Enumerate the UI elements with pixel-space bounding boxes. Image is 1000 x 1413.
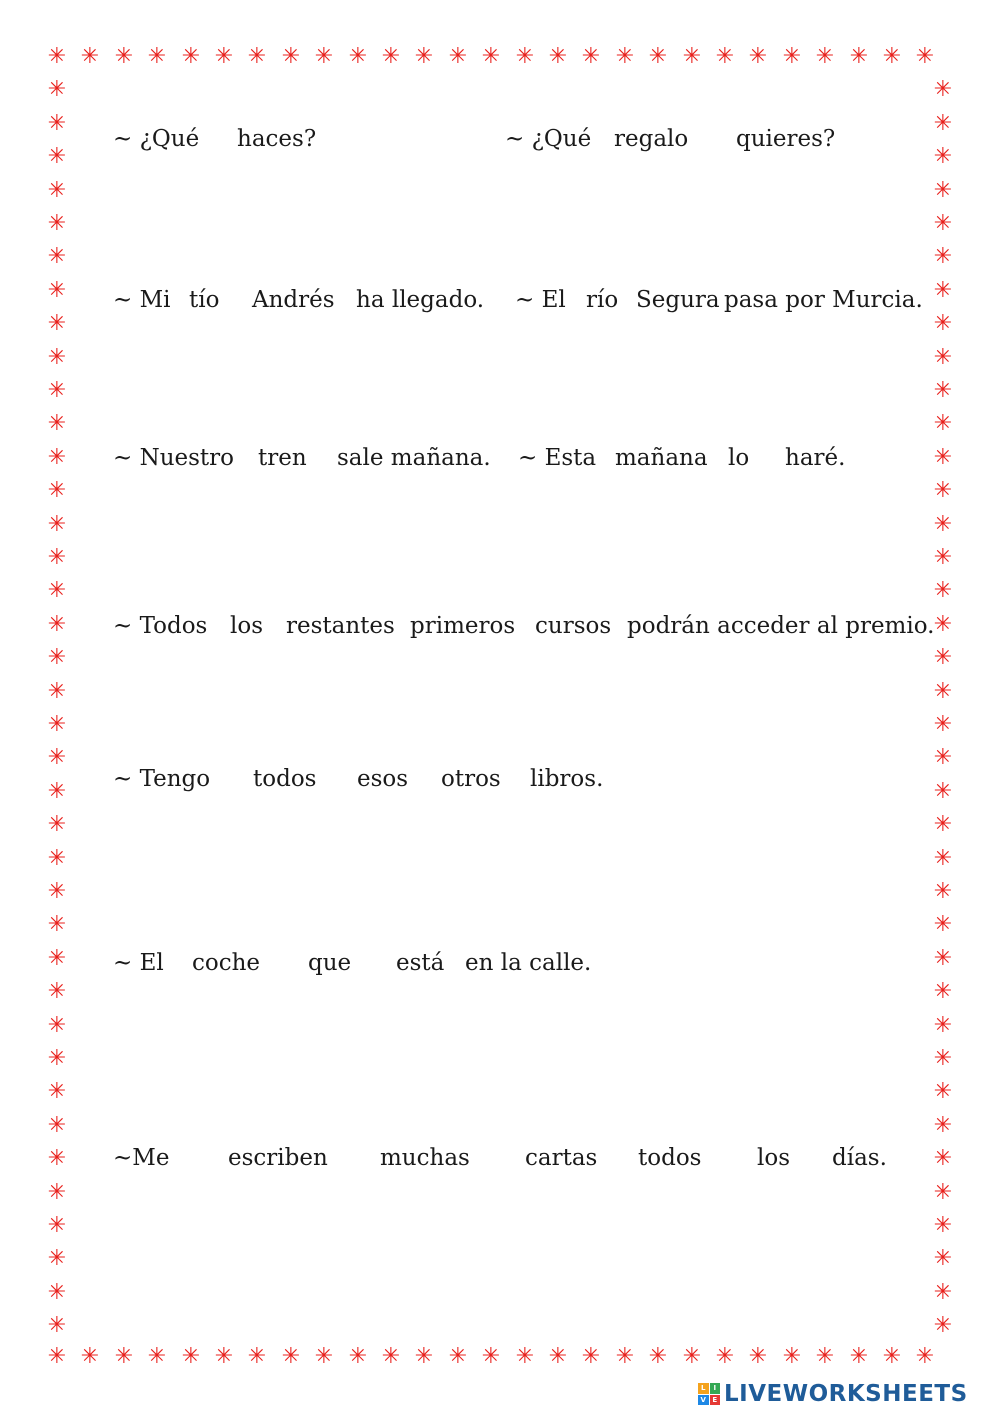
star-border-icon: ✳ (47, 1180, 67, 1205)
badge-letter: E (710, 1395, 721, 1406)
star-border-icon: ✳ (414, 44, 434, 69)
star-border-icon: ✳ (47, 478, 67, 503)
star-border-icon: ✳ (682, 44, 702, 69)
star-border-icon: ✳ (481, 1344, 501, 1369)
sentence-row (113, 285, 523, 315)
sentence-word[interactable]: ~ Mi (113, 287, 171, 313)
star-border-icon: ✳ (682, 1344, 702, 1369)
star-border-icon: ✳ (933, 779, 953, 804)
star-border-icon: ✳ (47, 679, 67, 704)
star-border-icon: ✳ (448, 1344, 468, 1369)
star-border-icon: ✳ (181, 44, 201, 69)
star-border-icon: ✳ (47, 144, 67, 169)
star-border-icon: ✳ (247, 44, 267, 69)
star-border-icon: ✳ (782, 1344, 802, 1369)
star-border-icon: ✳ (47, 812, 67, 837)
star-border-icon: ✳ (933, 311, 953, 336)
star-border-icon: ✳ (933, 612, 953, 637)
star-border-icon: ✳ (933, 1113, 953, 1138)
sentence-word[interactable]: ~Me (113, 1145, 170, 1171)
star-border-icon: ✳ (481, 44, 501, 69)
badge-letter: L (698, 1383, 709, 1394)
star-border-icon: ✳ (933, 512, 953, 537)
star-border-icon: ✳ (214, 1344, 234, 1369)
sentence-word[interactable]: cartas (525, 1145, 598, 1171)
star-border-icon: ✳ (933, 345, 953, 370)
liveworksheets-logo (698, 1378, 968, 1410)
sentence-word[interactable]: días. (832, 1145, 887, 1171)
sentence-word[interactable]: Andrés (252, 287, 335, 313)
star-border-icon: ✳ (247, 1344, 267, 1369)
star-border-icon: ✳ (933, 1146, 953, 1171)
star-border-icon: ✳ (47, 779, 67, 804)
star-border-icon: ✳ (933, 812, 953, 837)
star-border-icon: ✳ (47, 278, 67, 303)
star-border-icon: ✳ (47, 946, 67, 971)
sentence-word[interactable]: ha llegado. (356, 287, 485, 313)
sentence-word[interactable]: lo (728, 445, 750, 471)
star-border-icon: ✳ (47, 111, 67, 136)
badge-letter: V (698, 1395, 709, 1406)
star-border-icon: ✳ (748, 1344, 768, 1369)
sentence-word[interactable]: haces? (237, 126, 317, 152)
star-border-icon: ✳ (648, 44, 668, 69)
sentence-word[interactable]: todos (638, 1145, 702, 1171)
star-border-icon: ✳ (933, 1079, 953, 1104)
star-border-icon: ✳ (47, 345, 67, 370)
sentence-word[interactable]: primeros (410, 613, 516, 639)
live-badge-icon (698, 1383, 720, 1405)
star-border-icon: ✳ (933, 1213, 953, 1238)
star-border-icon: ✳ (47, 545, 67, 570)
star-border-icon: ✳ (515, 44, 535, 69)
star-border-icon: ✳ (849, 44, 869, 69)
sentence-word[interactable]: Segura (636, 287, 720, 313)
star-border-icon: ✳ (581, 1344, 601, 1369)
star-border-icon: ✳ (47, 712, 67, 737)
star-border-icon: ✳ (615, 44, 635, 69)
star-border-icon: ✳ (47, 1046, 67, 1071)
star-border-icon: ✳ (80, 1344, 100, 1369)
star-border-icon: ✳ (381, 44, 401, 69)
sentence-word[interactable]: ~ Tengo (113, 766, 211, 792)
star-border-icon: ✳ (933, 946, 953, 971)
star-border-icon: ✳ (47, 1313, 67, 1338)
sentence-row (113, 443, 523, 473)
sentence-word[interactable]: todos (253, 766, 317, 792)
star-border-icon: ✳ (80, 44, 100, 69)
star-border-icon: ✳ (47, 612, 67, 637)
star-border-icon: ✳ (47, 244, 67, 269)
star-border-icon: ✳ (933, 1046, 953, 1071)
star-border-icon: ✳ (47, 1280, 67, 1305)
sentence-word[interactable]: esos (357, 766, 409, 792)
star-border-icon: ✳ (933, 178, 953, 203)
sentence-word[interactable]: restantes (286, 613, 395, 639)
star-border-icon: ✳ (548, 1344, 568, 1369)
star-border-icon: ✳ (915, 1344, 935, 1369)
star-border-icon: ✳ (47, 178, 67, 203)
star-border-icon: ✳ (47, 211, 67, 236)
star-border-icon: ✳ (933, 244, 953, 269)
sentence-row (518, 443, 928, 473)
sentence-word[interactable]: en la calle. (465, 950, 592, 976)
star-border-icon: ✳ (114, 44, 134, 69)
star-border-icon: ✳ (933, 77, 953, 102)
star-border-icon: ✳ (933, 1246, 953, 1271)
sentence-word[interactable]: ~ ¿Qué (113, 126, 200, 152)
sentence-row (505, 124, 915, 154)
star-border-icon: ✳ (581, 44, 601, 69)
star-border-icon: ✳ (933, 478, 953, 503)
star-border-icon: ✳ (515, 1344, 535, 1369)
star-border-icon: ✳ (381, 1344, 401, 1369)
star-border-icon: ✳ (147, 44, 167, 69)
star-border-icon: ✳ (348, 44, 368, 69)
sentence-word[interactable]: libros. (530, 766, 604, 792)
sentence-word[interactable]: ~ Nuestro (113, 445, 235, 471)
star-border-icon: ✳ (414, 1344, 434, 1369)
sentence-word[interactable]: que (308, 950, 352, 976)
sentence-word[interactable]: sale mañana. (337, 445, 491, 471)
star-border-icon: ✳ (548, 44, 568, 69)
sentence-word[interactable]: los (757, 1145, 791, 1171)
star-border-icon: ✳ (47, 411, 67, 436)
star-border-icon: ✳ (47, 846, 67, 871)
star-border-icon: ✳ (933, 1313, 953, 1338)
star-border-icon: ✳ (882, 44, 902, 69)
star-border-icon: ✳ (715, 1344, 735, 1369)
star-border-icon: ✳ (815, 1344, 835, 1369)
star-border-icon: ✳ (47, 645, 67, 670)
star-border-icon: ✳ (181, 1344, 201, 1369)
sentence-word[interactable]: pasa por Murcia. (724, 287, 923, 313)
star-border-icon: ✳ (715, 44, 735, 69)
sentence-word[interactable]: está (396, 950, 445, 976)
sentence-row (113, 124, 523, 154)
star-border-icon: ✳ (933, 712, 953, 737)
star-border-icon: ✳ (47, 512, 67, 537)
star-border-icon: ✳ (47, 1246, 67, 1271)
star-border-icon: ✳ (933, 745, 953, 770)
sentence-word[interactable]: otros (441, 766, 501, 792)
sentence-row (113, 764, 604, 794)
star-border-icon: ✳ (281, 1344, 301, 1369)
sentence-word[interactable]: los (230, 613, 264, 639)
star-border-icon: ✳ (933, 1013, 953, 1038)
star-border-icon: ✳ (47, 445, 67, 470)
sentence-word[interactable]: quieres? (736, 126, 836, 152)
sentence-row (113, 948, 592, 978)
star-border-icon: ✳ (815, 44, 835, 69)
star-border-icon: ✳ (933, 912, 953, 937)
star-border-icon: ✳ (214, 44, 234, 69)
star-border-icon: ✳ (47, 1146, 67, 1171)
sentence-row (113, 611, 935, 641)
star-border-icon: ✳ (47, 745, 67, 770)
star-border-icon: ✳ (849, 1344, 869, 1369)
star-border-icon: ✳ (748, 44, 768, 69)
star-border-icon: ✳ (933, 1180, 953, 1205)
star-border-icon: ✳ (47, 378, 67, 403)
star-border-icon: ✳ (47, 578, 67, 603)
badge-letter: I (710, 1383, 721, 1394)
sentence-word[interactable]: regalo (614, 126, 689, 152)
sentence-word[interactable]: muchas (380, 1145, 470, 1171)
star-border-icon: ✳ (933, 879, 953, 904)
sentence-word[interactable]: río (586, 287, 619, 313)
sentence-word[interactable]: ~ Todos (113, 613, 208, 639)
star-border-icon: ✳ (47, 1013, 67, 1038)
star-border-icon: ✳ (915, 44, 935, 69)
star-border-icon: ✳ (933, 111, 953, 136)
star-border-icon: ✳ (281, 44, 301, 69)
sentence-word[interactable]: ~ Esta (518, 445, 597, 471)
star-border-icon: ✳ (47, 879, 67, 904)
star-border-icon: ✳ (348, 1344, 368, 1369)
star-border-icon: ✳ (933, 979, 953, 1004)
star-border-icon: ✳ (47, 1344, 67, 1369)
star-border-icon: ✳ (882, 1344, 902, 1369)
logo-text: LIVEWORKSHEETS (724, 1381, 968, 1407)
star-border-icon: ✳ (933, 545, 953, 570)
star-border-icon: ✳ (933, 411, 953, 436)
sentence-word[interactable]: tren (258, 445, 307, 471)
sentence-row (515, 285, 925, 315)
star-border-icon: ✳ (615, 1344, 635, 1369)
star-border-icon: ✳ (933, 645, 953, 670)
star-border-icon: ✳ (782, 44, 802, 69)
star-border-icon: ✳ (314, 44, 334, 69)
star-border-icon: ✳ (47, 77, 67, 102)
star-border-icon: ✳ (448, 44, 468, 69)
sentence-word[interactable]: podrán acceder al premio. (627, 613, 935, 639)
star-border-icon: ✳ (147, 1344, 167, 1369)
star-border-icon: ✳ (933, 679, 953, 704)
sentence-word[interactable]: coche (192, 950, 261, 976)
star-border-icon: ✳ (47, 1079, 67, 1104)
star-border-icon: ✳ (47, 1113, 67, 1138)
star-border-icon: ✳ (47, 979, 67, 1004)
sentence-word[interactable]: mañana (615, 445, 708, 471)
star-border-icon: ✳ (47, 44, 67, 69)
sentence-word[interactable]: escriben (228, 1145, 328, 1171)
sentence-word[interactable]: ~ ¿Qué (505, 126, 592, 152)
star-border-icon: ✳ (933, 378, 953, 403)
star-border-icon: ✳ (933, 1280, 953, 1305)
star-border-icon: ✳ (933, 211, 953, 236)
star-border-icon: ✳ (47, 311, 67, 336)
star-border-icon: ✳ (933, 278, 953, 303)
sentence-row (113, 1143, 887, 1173)
sentence-word[interactable]: cursos (535, 613, 612, 639)
star-border-icon: ✳ (933, 578, 953, 603)
star-border-icon: ✳ (47, 912, 67, 937)
sentence-word[interactable]: haré. (785, 445, 846, 471)
star-border-icon: ✳ (933, 846, 953, 871)
star-border-icon: ✳ (114, 1344, 134, 1369)
star-border-icon: ✳ (314, 1344, 334, 1369)
star-border-icon: ✳ (648, 1344, 668, 1369)
star-border-icon: ✳ (47, 1213, 67, 1238)
star-border-icon: ✳ (933, 144, 953, 169)
sentence-word[interactable]: tío (189, 287, 220, 313)
sentence-word[interactable]: ~ El (515, 287, 566, 313)
star-border-icon: ✳ (933, 445, 953, 470)
sentence-word[interactable]: ~ El (113, 950, 164, 976)
